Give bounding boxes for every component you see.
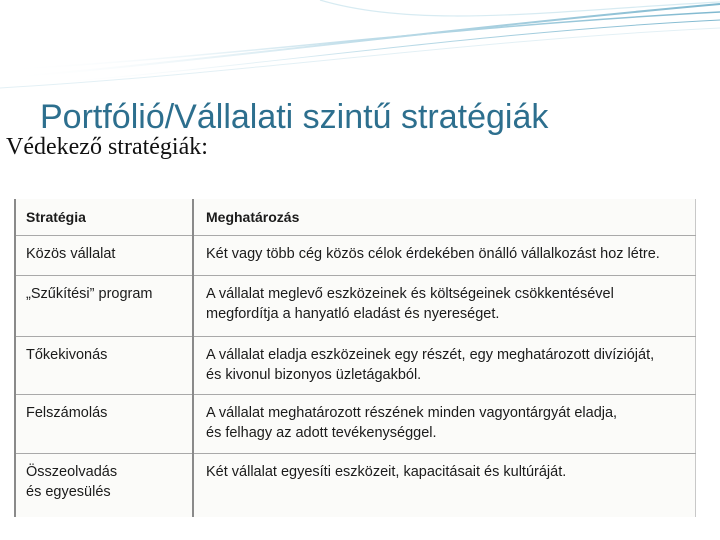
- strategy-text: Felszámolás: [26, 404, 108, 421]
- strategy-text: Közös vállalat: [26, 245, 116, 262]
- definition-text: és felhagy az adott tevékenységgel.: [206, 424, 437, 441]
- header-definition: Meghatározás: [193, 199, 696, 235]
- definition-cell: [193, 337, 696, 394]
- strategy-table-image: [14, 199, 696, 517]
- table-row: [15, 235, 696, 275]
- definition-cell: [193, 453, 696, 517]
- table-row: [15, 394, 696, 453]
- definition-text: A vállalat meglevő eszközeinek és költségeinek csökkentésével: [206, 285, 614, 302]
- header-wave-decoration: [0, 0, 720, 90]
- definition-text: A vállalat meghatározott részének minden vagyontárgyát eladja,: [206, 404, 618, 421]
- strategy-text: és egyesülés: [26, 483, 111, 500]
- definition-cell: [193, 235, 696, 275]
- table-header-row: [15, 199, 696, 235]
- strategy-text: Tőkekivonás: [26, 347, 108, 364]
- strategy-cell: [15, 394, 193, 453]
- slide-title: Portfólió/Vállalati szintű stratégiák: [40, 98, 549, 136]
- definition-cell: [193, 394, 696, 453]
- definition-text: megfordítja a hanyatló eladást és nyereséget.: [206, 305, 500, 322]
- strategy-cell: [15, 235, 193, 275]
- strategy-cell: [15, 453, 193, 517]
- slide-subtitle: Védekező stratégiák:: [6, 134, 208, 160]
- table-row: [15, 275, 696, 336]
- header-strategy: Stratégia: [15, 199, 193, 235]
- definition-text: Két vállalat egyesíti eszközeit, kapacitásait és kultúráját.: [206, 463, 567, 480]
- strategy-table: [14, 199, 696, 517]
- strategy-cell: [15, 275, 193, 336]
- definition-text: A vállalat eladja eszközeinek egy részét, egy meghatározott divízióját,: [206, 347, 655, 364]
- table-row: [15, 337, 696, 394]
- strategy-text: Összeolvadás: [26, 463, 118, 480]
- definition-text: Két vagy több cég közös célok érdekében önálló vállalkozást hoz létre.: [206, 245, 660, 262]
- definition-text: és kivonul bizonyos üzletágakból.: [206, 367, 422, 384]
- strategy-text: „Szűkítési” program: [26, 285, 153, 302]
- definition-cell: [193, 275, 696, 336]
- strategy-cell: [15, 337, 193, 394]
- table-row: [15, 453, 696, 517]
